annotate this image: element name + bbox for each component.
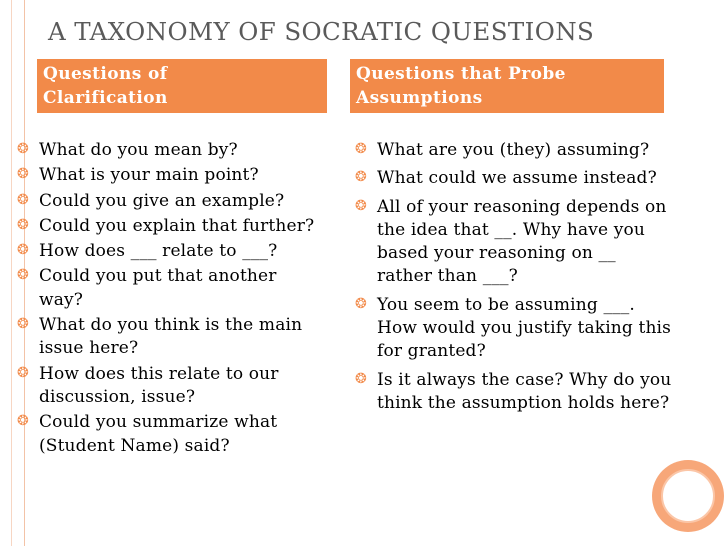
question-text: All of your reasoning depends on the idea that __. Why have you based your reasoning on __ rather than ___? — [377, 196, 667, 287]
clarification-header-line-1: Questions of — [43, 64, 168, 84]
bullet-icon: ❂ — [17, 267, 29, 284]
bullet-icon: ❂ — [17, 364, 29, 381]
question-text: What is your main point? — [39, 165, 259, 186]
list-item — [15, 314, 320, 361]
question-text: Could you explain that further? — [39, 215, 315, 236]
question-text: How does ___ relate to ___? — [39, 241, 278, 262]
list-item — [15, 139, 320, 162]
question-text: How does this relate to our discussion, issue? — [39, 363, 279, 407]
question-text: Could you summarize what (Student Name) said? — [39, 412, 278, 456]
question-text: What could we assume instead? — [377, 168, 657, 189]
assumptions-header — [350, 59, 664, 113]
bullet-icon: ❂ — [17, 413, 29, 430]
list-item — [15, 215, 320, 238]
bullet-icon: ❂ — [355, 295, 367, 312]
list-item — [353, 167, 673, 190]
question-text: Could you give an example? — [39, 190, 285, 211]
decorative-ring — [652, 460, 724, 532]
question-text: You seem to be assuming ___. How would you justify taking this for granted? — [377, 294, 672, 362]
question-text: Is it always the case? Why do you think the assumption holds here? — [377, 369, 672, 413]
assumptions-header-line-2: Assumptions — [356, 88, 483, 108]
list-item — [15, 190, 320, 213]
bullet-icon: ❂ — [355, 169, 367, 186]
clarification-header-line-2: Clarification — [43, 88, 168, 108]
bullet-icon: ❂ — [17, 216, 29, 233]
bullet-icon: ❂ — [17, 141, 29, 157]
assumptions-header-line-1: Questions that Probe — [356, 64, 566, 84]
question-text: What are you (they) assuming? — [377, 140, 650, 160]
list-item — [15, 265, 320, 312]
bullet-icon: ❂ — [17, 242, 29, 259]
list-item — [15, 363, 320, 410]
clarification-question-list — [15, 139, 320, 460]
slide-title: A TAXONOMY OF SOCRATIC QUESTIONS — [48, 17, 595, 46]
bullet-icon: ❂ — [355, 197, 367, 214]
bullet-icon: ❂ — [17, 316, 29, 333]
question-text: What do you think is the main issue here? — [39, 315, 303, 359]
list-item — [15, 164, 320, 187]
bullet-icon: ❂ — [17, 191, 29, 208]
bullet-icon: ❂ — [355, 141, 367, 157]
question-text: What do you mean by? — [39, 140, 238, 160]
list-item — [353, 196, 673, 289]
list-item — [353, 369, 673, 416]
list-item — [15, 411, 320, 458]
bullet-icon: ❂ — [17, 166, 29, 183]
question-text: Could you put that another way? — [39, 266, 277, 310]
list-item — [353, 294, 673, 364]
list-item — [15, 240, 320, 263]
assumptions-question-list — [353, 139, 673, 420]
clarification-header — [37, 59, 327, 113]
list-item — [353, 139, 673, 162]
bullet-icon: ❂ — [355, 370, 367, 387]
